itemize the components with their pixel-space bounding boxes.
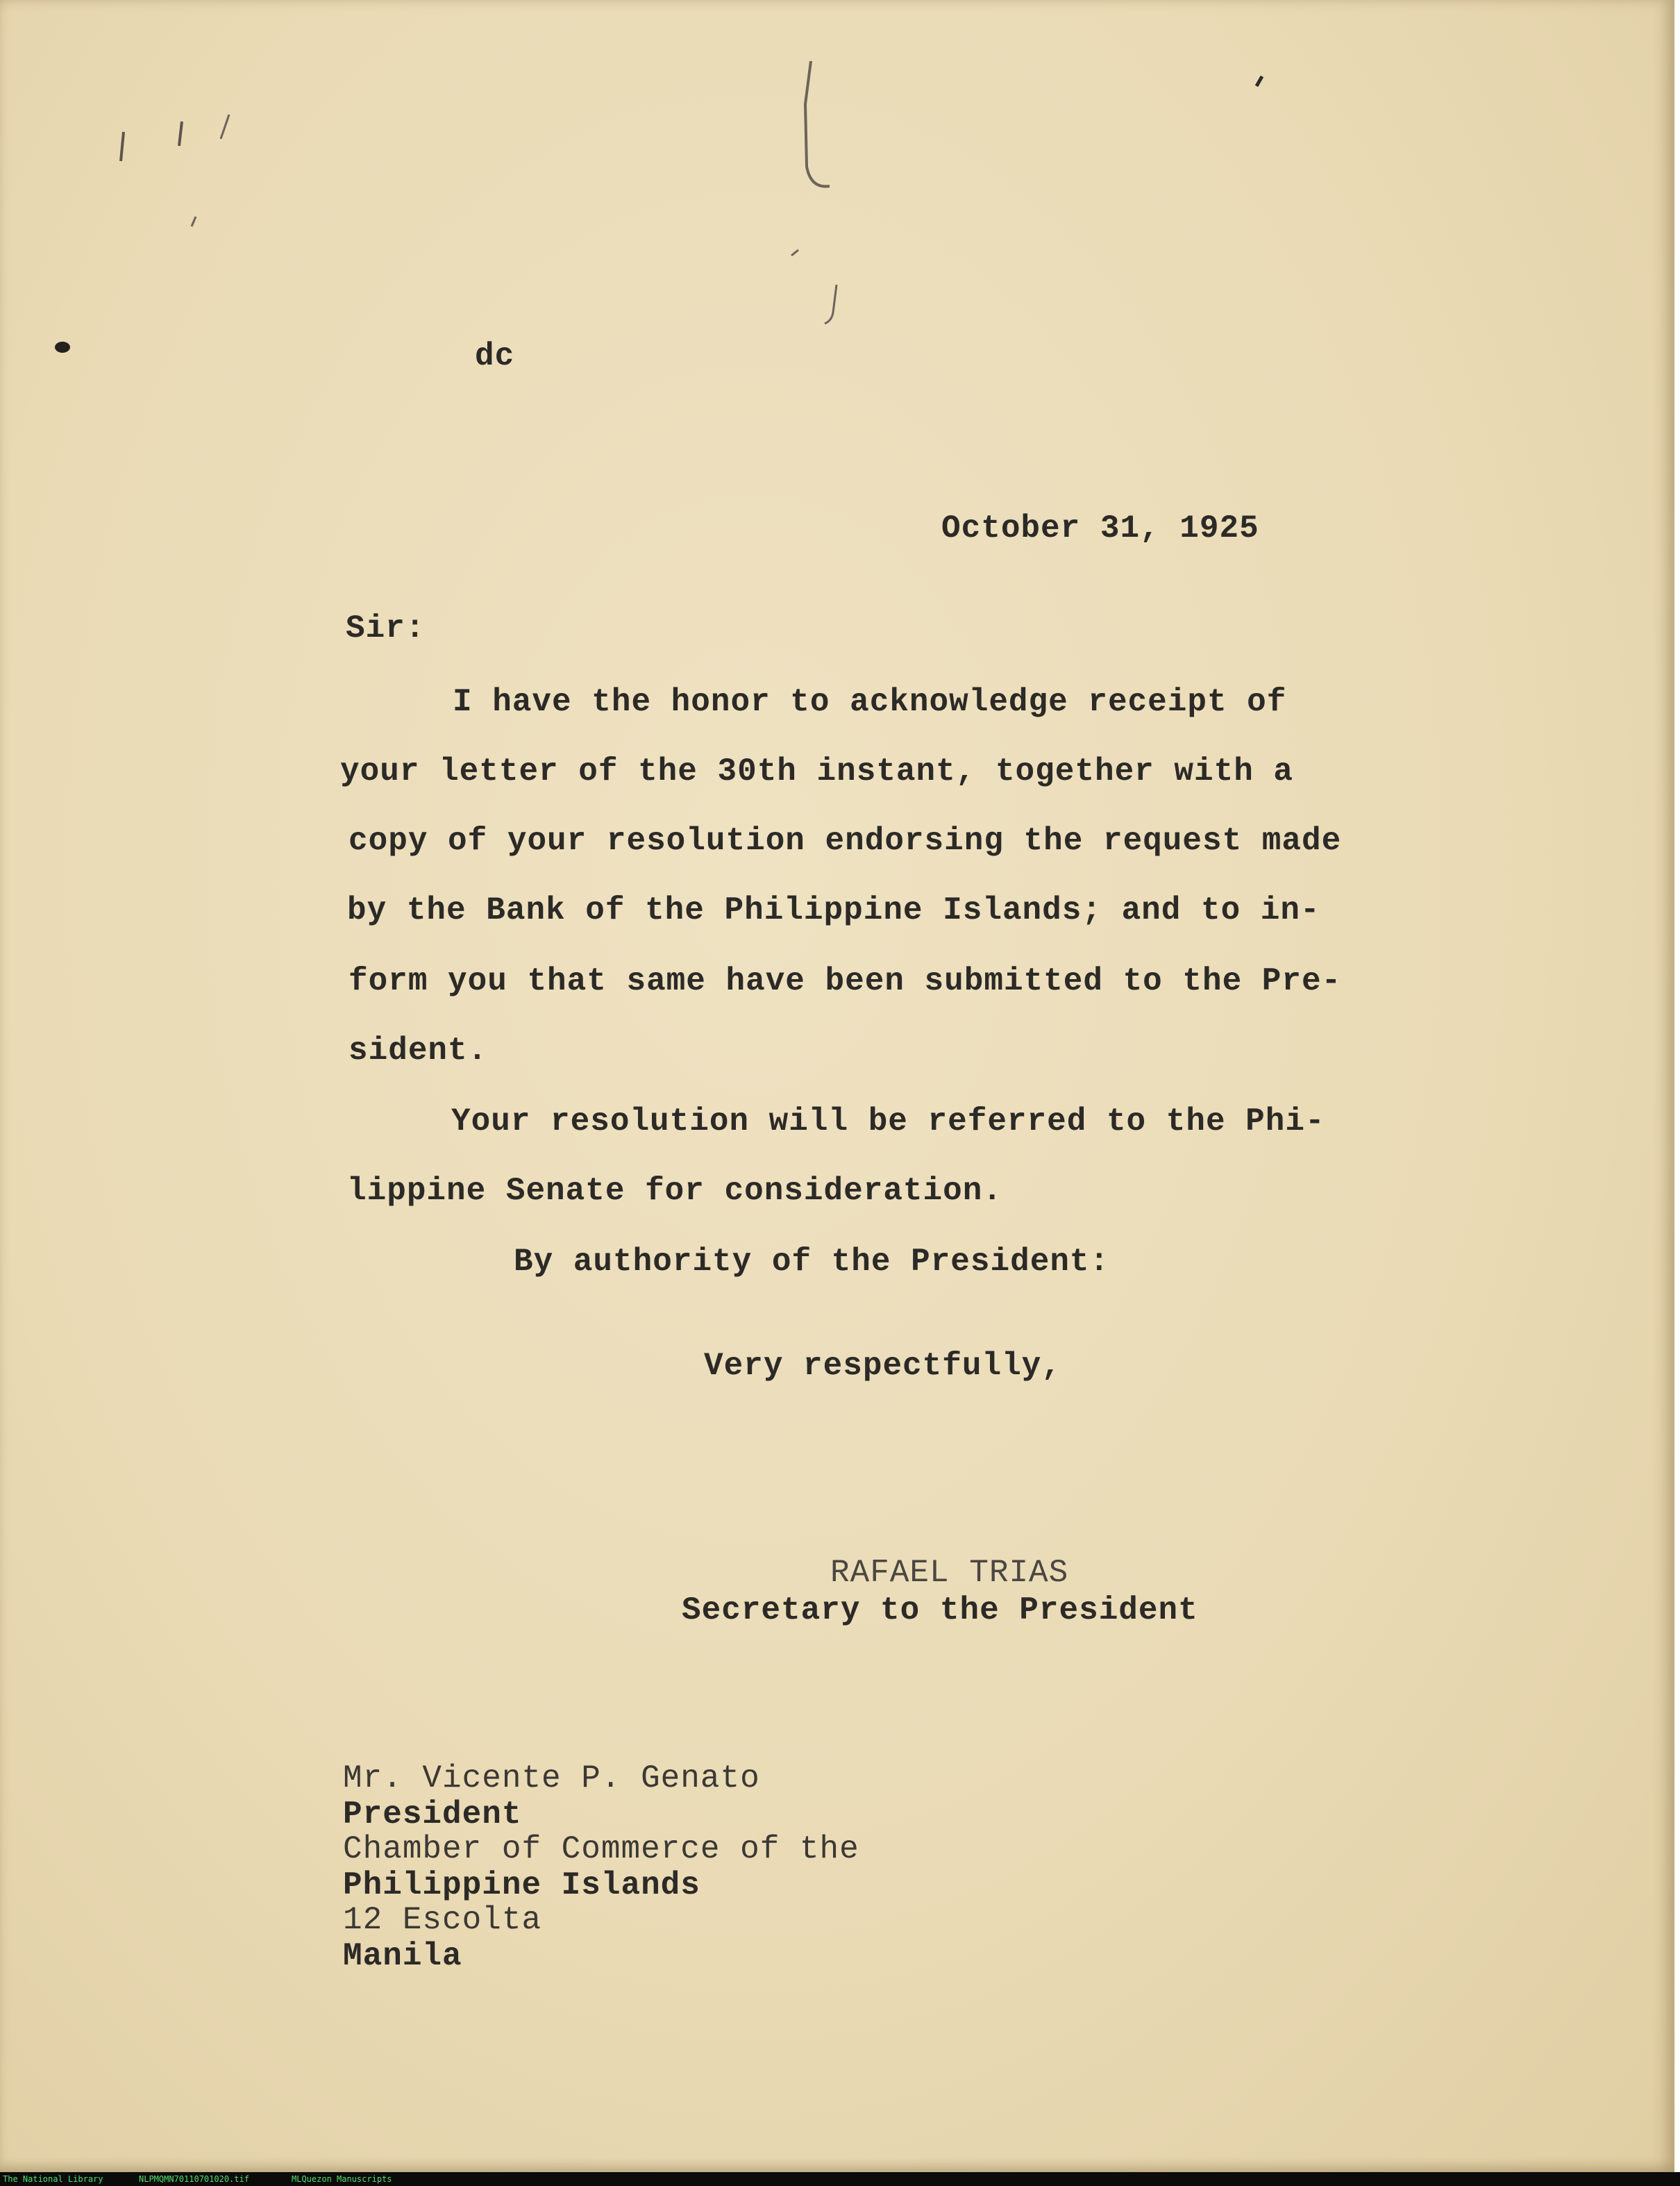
- body-line: Your resolution will be referred to the Phi-: [451, 1103, 1325, 1140]
- addressee-line: President: [343, 1796, 522, 1833]
- signature-name: RAFAEL TRIAS: [830, 1555, 1069, 1591]
- body-line: I have the honor to acknowledge receipt of: [453, 684, 1287, 720]
- body-line: by the Bank of the Philippine Islands; and to in-: [347, 892, 1320, 928]
- addressee-line: Manila: [343, 1938, 462, 1974]
- initials: dc: [475, 338, 515, 374]
- body-line: sident.: [348, 1033, 488, 1069]
- pencil-stroke: [791, 250, 798, 256]
- body-line: copy of your resolution endorsing the request made: [348, 823, 1342, 859]
- pencil-stroke: [192, 217, 196, 226]
- authority-line: By authority of the President:: [514, 1244, 1110, 1280]
- pencil-stroke: [221, 115, 229, 139]
- pencil-stroke: [179, 122, 182, 146]
- salutation: Sir:: [346, 610, 426, 646]
- footer-collection: MLQuezon Manuscripts: [292, 2174, 392, 2184]
- scan-footer-bar: [0, 2172, 1680, 2186]
- addressee-line: Chamber of Commerce of the: [343, 1831, 859, 1867]
- addressee-line: Philippine Islands: [343, 1867, 700, 1903]
- paper-marks: [0, 0, 1674, 417]
- pencil-stroke: [805, 61, 830, 186]
- body-line: form you that same have been submitted to the Pre-: [348, 963, 1342, 999]
- pencil-stroke: [825, 285, 837, 324]
- ink-spot: [55, 342, 70, 353]
- body-line: lippine Senate for consideration.: [347, 1173, 1002, 1209]
- footer-library: The National Library: [3, 2174, 103, 2184]
- pencil-stroke: [1257, 76, 1262, 86]
- letter-date: October 31, 1925: [941, 510, 1259, 546]
- addressee-line: 12 Escolta: [343, 1902, 542, 1938]
- pencil-stroke: [121, 132, 124, 161]
- footer-file: NLPMQMN70110701020.tif: [139, 2174, 249, 2184]
- closing: Very respectfully,: [704, 1348, 1061, 1384]
- signature-title: Secretary to the President: [682, 1592, 1198, 1628]
- addressee-line: Mr. Vicente P. Genato: [343, 1760, 760, 1796]
- body-line: your letter of the 30th instant, together with a: [340, 753, 1294, 790]
